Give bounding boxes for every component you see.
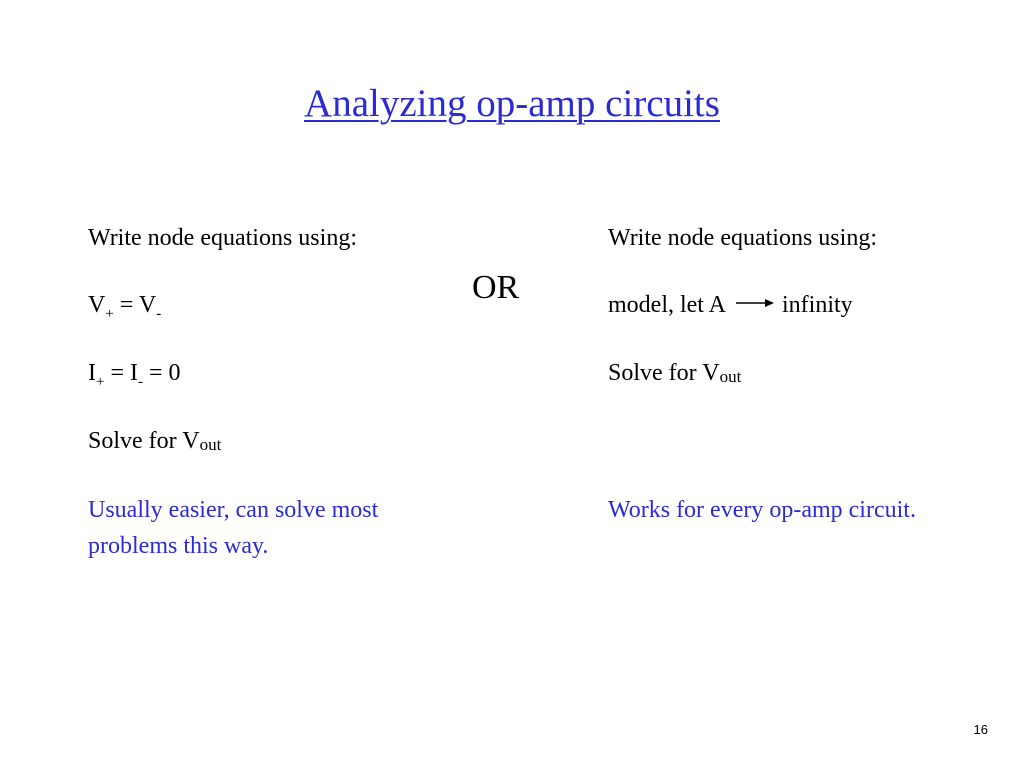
right-solve [608,358,741,388]
i-plus-symbol: I [88,360,96,386]
right-model-infinity: infinity [781,292,853,318]
left-note-line1: Usually easier, can solve most [88,497,379,523]
left-solve [88,426,221,456]
right-heading: Write node equations using: [608,225,877,251]
left-heading: Write node equations using: [88,225,357,251]
or-label: OR [472,269,520,306]
left-solve-text: Solve for V [88,428,200,454]
right-model-text: model, let A [608,292,726,318]
i-minus-subscript: - [138,374,143,390]
i-equals-zero: = 0 [143,360,181,386]
right-note: Works for every op-amp circuit. [608,497,916,523]
right-model-line [608,290,853,320]
page-number: 16 [973,722,988,737]
v-minus-subscript: - [156,306,162,322]
v-plus-symbol: V [88,292,106,318]
right-arrow-icon [736,296,774,310]
right-solve-subscript: out [719,367,742,386]
left-solve-subscript: out [199,435,222,454]
left-note-line2: problems this way. [88,533,269,559]
left-equation-voltage [88,290,161,320]
slide-title: Analyzing op-amp circuits [304,82,720,125]
left-equation-current [88,358,181,388]
i-plus-subscript: + [96,374,105,390]
i-equals: = I [104,360,138,386]
v-plus-subscript: + [105,306,114,322]
right-solve-text: Solve for V [608,360,720,386]
v-equals: = V [113,292,157,318]
